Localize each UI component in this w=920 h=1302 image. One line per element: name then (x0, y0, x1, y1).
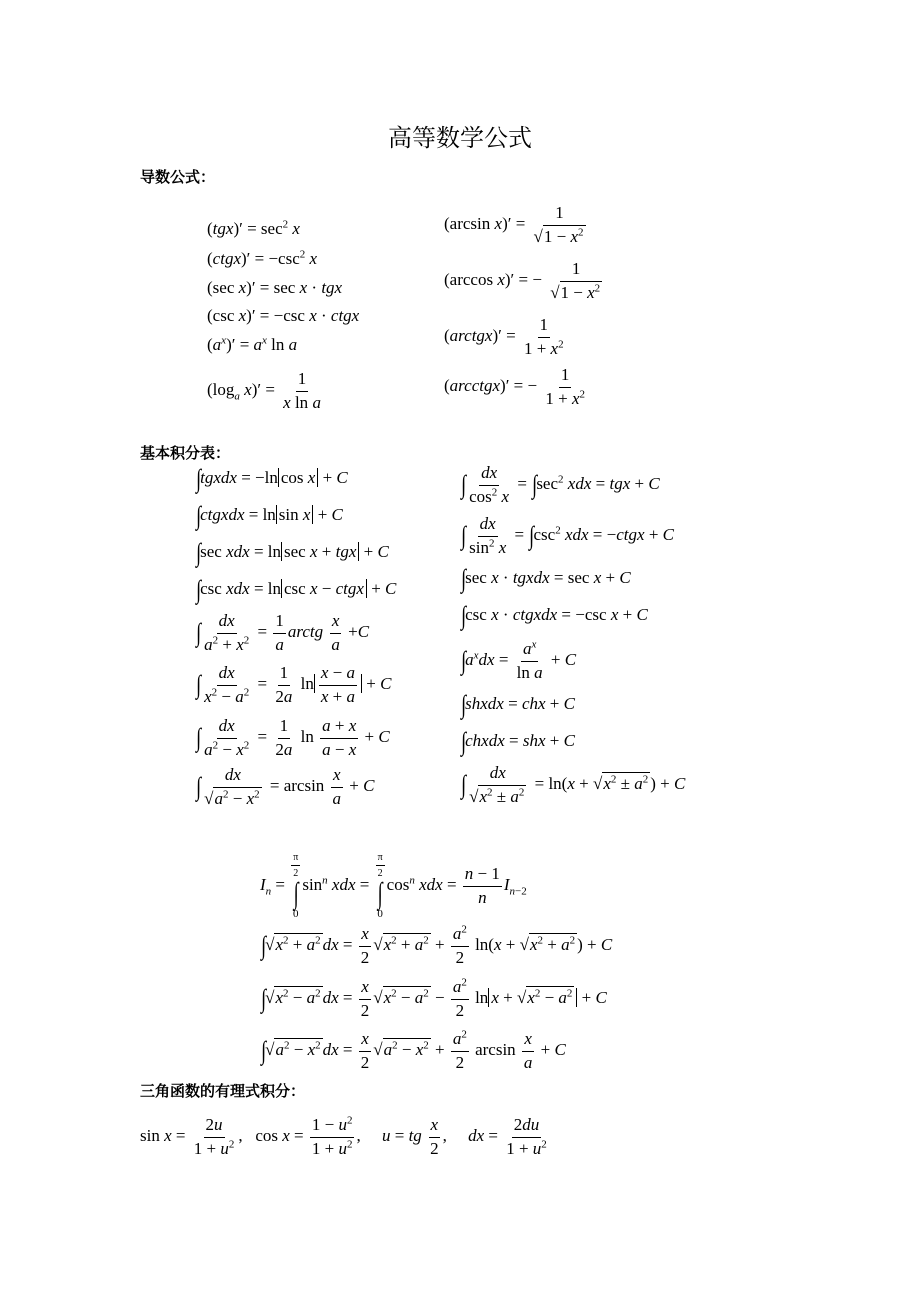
section-heading-integrals: 基本积分表： (140, 444, 231, 462)
section-heading-derivatives: 导数公式： (140, 168, 216, 186)
formula: $\int√x^2 + a^2$ dx = $\frac{x}{2}$ $√x^2 + a^2$ + $\frac{a^2}{2}$ $\ln(x + √x^2 + a^2$ ) + C (261, 923, 613, 967)
formula: ∫csc xdx = ln csc x − ctgx + C (196, 575, 397, 604)
formula: ∫ $\frac{dx}{√a^2 - x^2}$ = arcsin $\frac{x}{a}$ + C (196, 765, 375, 808)
formula: ∫ $\frac{dx}{\cos^2 x}$ = $\int\sec^2$ xdx = tgx + C (461, 463, 660, 506)
formula: ∫chxdx = shx + C (461, 727, 575, 756)
formula: (arcsin x)′ = $\frac{1}{√1 - x^2}$ (444, 203, 584, 246)
formula: ∫csc x · ctgxdx = −csc x + C (461, 601, 648, 630)
formula: $(tgx)' = \sec^2 x$ (207, 218, 300, 238)
formula: $I_n$ = $\frac{\pi}{2}$ ∫ 0 $\sin^n$ xdx = $\frac{\pi}{2}$ ∫ 0 $\cos^n$ xdx = $\frac{n - 1}{n}$ $I_{n-2}$ (260, 852, 527, 920)
formula: (sec x)′ = sec x · tgx (207, 278, 343, 297)
formula: ∫ $\frac{dx}{\sin^2 x}$ = $\int\csc^2$ xdx = −ctgx + C (461, 514, 674, 557)
formula: ∫tgxdx = −ln cos x + C (196, 464, 348, 493)
formula: ($\log_a$ x)′ = $\frac{1}{\text{x ln a}}$ (207, 369, 321, 412)
formula: ∫sec x · tgxdx = sec x + C (461, 564, 631, 593)
formula: ∫ $\frac{dx}{√x^2 \pm a^2}$ = $\ln(x + √x^2 \pm a^2$ ) + C (461, 763, 686, 806)
formula: (arccos x)′ = − $\frac{1}{√1 - x^2}$ (444, 259, 601, 302)
formula: (arcctgx)′ = − $\frac{1}{1 + x^2}$ (444, 365, 585, 408)
section-heading-trig-rational: 三角函数的有理式积分： (140, 1082, 306, 1100)
formula: ∫ $\frac{dx}{x^2 - a^2}$ = $\frac{1}{2a}$ ln $\frac{x - a}{x + a}$ + C (196, 663, 392, 706)
page-title: 高等数学公式 (388, 124, 532, 152)
formula: $\int a^xdx$ = $\frac{a^x}{\text{ln a}}$ + C (461, 638, 577, 682)
formula: ∫shxdx = chx + C (461, 690, 575, 719)
formula: $\int√a^2 - x^2$ dx = $\frac{x}{2}$ $√a^2 - x^2$ + $\frac{a^2}{2}$ arcsin $\frac{x}{a}$ + C (261, 1028, 566, 1072)
formula: (csc x)′ = −csc x · ctgx (207, 306, 360, 325)
formula: ∫ $\frac{dx}{a^2 + x^2}$ = $\frac{1}{a}$ arctg $\frac{x}{a}$ +C (196, 611, 370, 654)
formula: ∫ $\frac{dx}{a^2 - x^2}$ = $\frac{1}{2a}$ ln $\frac{a + x}{a - x}$ + C (196, 716, 390, 759)
formula: (arctgx)′ = $\frac{1}{1 + x^2}$ (444, 315, 564, 358)
formula: ∫sec xdx = ln sec x + tgx + C (196, 538, 389, 567)
formula: $(a^x)' = a^x$ ln a (207, 334, 298, 354)
formula: $\int√x^2 - a^2$ dx = $\frac{x}{2}$ $√x^2 - a^2$ − $\frac{a^2}{2}$ $\ln x + √x^2 - a^2 + C$ (261, 976, 607, 1020)
formula: (ctgx)′ = $-\csc^2$ x (207, 248, 318, 268)
formula: sin x = $\frac{2u}{1 + u^2}$ , cos x = $\frac{1 - u^2}{1 + u^2}$ , u = tg $\frac{x}{2}$ , dx = $\frac{2du}{1 + u^2}$ (140, 1114, 547, 1158)
formula: ∫ctgxdx = ln sin x + C (196, 501, 343, 530)
